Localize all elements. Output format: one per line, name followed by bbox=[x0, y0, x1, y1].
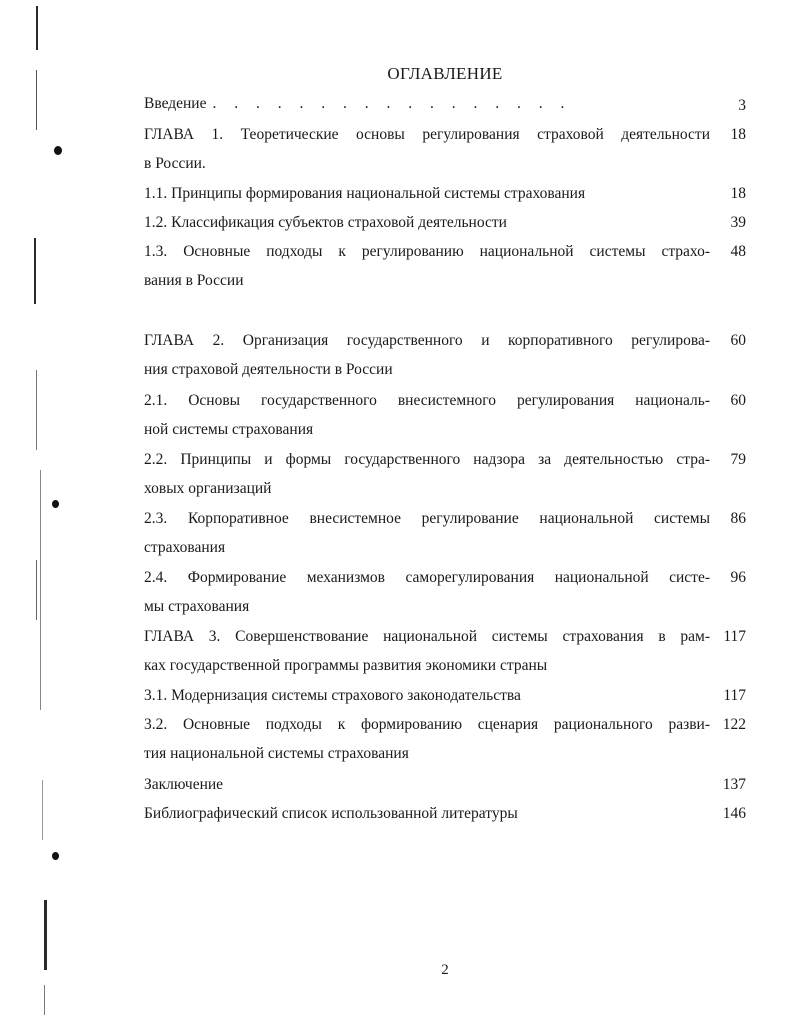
toc-entry-chapter-2: ГЛАВА 2. Организация государственного и корпоративного регулирова- bbox=[144, 332, 710, 349]
toc-entry-label: Введение bbox=[144, 95, 207, 112]
toc-page-number: 60 bbox=[730, 392, 746, 409]
toc-page-number: 39 bbox=[730, 214, 746, 231]
toc-entry-section-1-2: 1.2. Классификация субъектов страховой деятельности bbox=[144, 214, 507, 231]
toc-page-number: 79 bbox=[730, 451, 746, 468]
toc-page-number: 122 bbox=[722, 716, 746, 733]
toc-page-number: 18 bbox=[730, 126, 746, 143]
toc-entry-section-2-3-cont: страхования bbox=[144, 539, 226, 556]
scan-artifact-line bbox=[40, 470, 41, 710]
toc-page-number: 137 bbox=[722, 776, 746, 793]
toc-entry-section-2-3: 2.3. Корпоративное внесистемное регулирование национальной системы bbox=[144, 510, 710, 527]
toc-page-number: 60 bbox=[730, 332, 746, 349]
toc-entry-chapter-3: ГЛАВА 3. Совершенствование национальной системы страхования в рам- bbox=[144, 628, 710, 645]
scan-artifact-line bbox=[42, 780, 43, 840]
scan-artifact-line bbox=[36, 6, 38, 50]
toc-entry-intro bbox=[144, 94, 710, 114]
toc-entry-section-1-3-cont: вания в России bbox=[144, 272, 244, 289]
toc-entry-section-3-1: 3.1. Модернизация системы страхового законодательства bbox=[144, 687, 521, 704]
toc-entry-chapter-1-cont: в России. bbox=[144, 155, 206, 172]
toc-entry-section-3-2-cont: тия национальной системы страхования bbox=[144, 745, 409, 762]
page-number: 2 bbox=[441, 962, 449, 978]
toc-entry-chapter-3-cont: ках государственной программы развития экономики страны bbox=[144, 657, 548, 674]
toc-page-number: 117 bbox=[723, 628, 746, 645]
scan-artifact-line bbox=[34, 238, 36, 304]
page-title: ОГЛАВЛЕНИЕ bbox=[387, 64, 503, 83]
toc-page-number: 117 bbox=[723, 687, 746, 704]
toc-page-number: 86 bbox=[730, 510, 746, 527]
toc-entry-bibliography: Библиографический список использованной литературы bbox=[144, 805, 518, 822]
scan-artifact-dot bbox=[52, 852, 59, 860]
toc-entry-section-2-1-cont: ной системы страхования bbox=[144, 421, 314, 438]
toc-page-number: 96 bbox=[730, 569, 746, 586]
toc-page-number: 18 bbox=[730, 185, 746, 202]
toc-page-number: 48 bbox=[730, 243, 746, 260]
scan-artifact-line bbox=[36, 370, 37, 450]
toc-dot-leader: . . . . . . . . . . . . . . . . . bbox=[212, 95, 572, 112]
toc-entry-section-2-4: 2.4. Формирование механизмов саморегулирования национальной систе- bbox=[144, 569, 710, 586]
scan-artifact-line bbox=[44, 985, 45, 1015]
toc-entry-section-2-4-cont: мы страхования bbox=[144, 598, 250, 615]
toc-entry-section-2-2: 2.2. Принципы и формы государственного надзора за деятельностью стра- bbox=[144, 451, 710, 468]
scan-artifact-dot bbox=[52, 500, 59, 508]
toc-entry-chapter-2-cont: ния страховой деятельности в России bbox=[144, 361, 393, 378]
scan-artifact-line bbox=[44, 900, 47, 970]
toc-entry-section-1-3: 1.3. Основные подходы к регулированию национальной системы страхо- bbox=[144, 243, 710, 260]
toc-page-number: 146 bbox=[722, 805, 746, 822]
toc-entry-section-2-2-cont: ховых организаций bbox=[144, 480, 272, 497]
scan-artifact-line bbox=[36, 560, 37, 620]
toc-entry-chapter-1: ГЛАВА 1. Теоретические основы регулирования страховой деятельности bbox=[144, 126, 710, 143]
toc-entry-conclusion: Заключение bbox=[144, 776, 224, 793]
scan-artifact-dot bbox=[54, 146, 62, 155]
toc-page-number: 3 bbox=[738, 97, 746, 114]
toc-entry-section-1-1: 1.1. Принципы формирования национальной системы страхования bbox=[144, 185, 586, 202]
toc-entry-section-2-1: 2.1. Основы государственного внесистемного регулирования националь- bbox=[144, 392, 710, 409]
toc-entry-section-3-2: 3.2. Основные подходы к формированию сценария рационального разви- bbox=[144, 716, 710, 733]
